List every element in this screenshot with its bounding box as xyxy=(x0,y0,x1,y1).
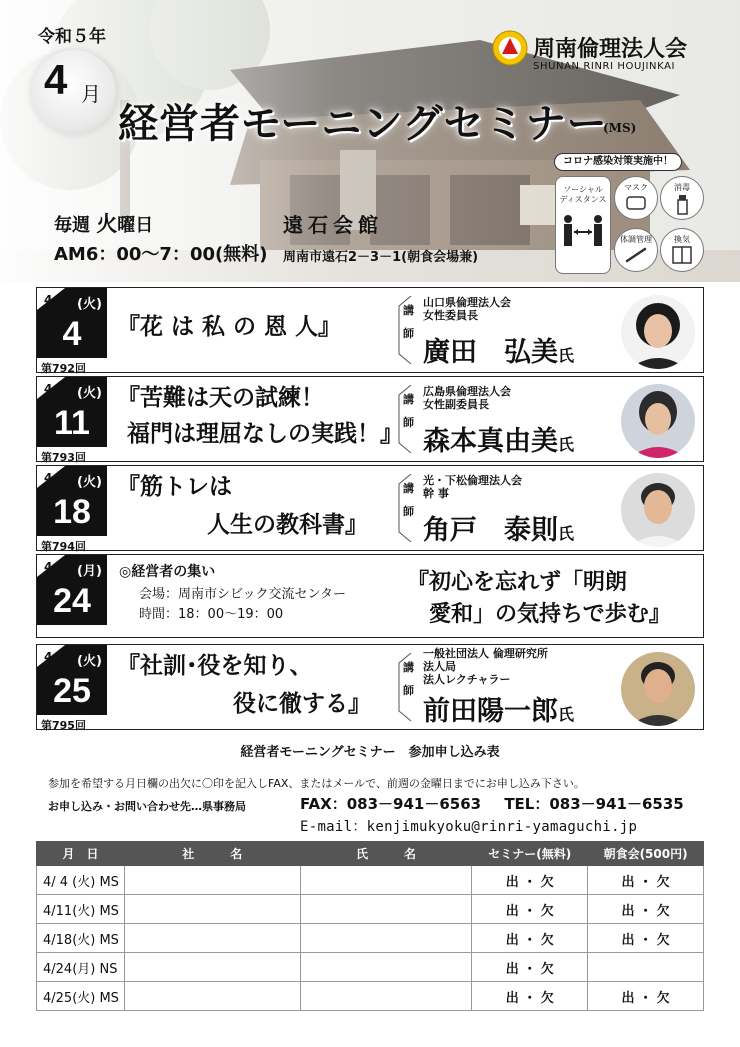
session-weekday: (火) xyxy=(77,386,102,401)
org-logo-icon xyxy=(492,30,528,66)
date-block xyxy=(37,466,107,536)
mask-item: マスク xyxy=(614,176,658,220)
col-date: 月 日 xyxy=(37,842,125,866)
col-company: 社 名 xyxy=(124,842,300,866)
date-block xyxy=(37,377,107,447)
session-day: 18 xyxy=(53,493,91,531)
name-cell[interactable] xyxy=(300,924,472,953)
seminar-attendance[interactable]: 出 ・ 欠 xyxy=(472,866,588,895)
session-weekday: (月) xyxy=(77,564,102,579)
table-header-row xyxy=(37,842,704,866)
company-cell[interactable] xyxy=(124,866,300,895)
talk-title-line-2: 福門は理屈なしの実践！』 xyxy=(127,420,403,447)
speaker-photo xyxy=(621,384,695,458)
seminar-attendance[interactable]: 出 ・ 欠 xyxy=(472,953,588,982)
title-suffix: (MS) xyxy=(603,121,637,135)
session-month: 4 xyxy=(44,560,53,574)
speaker-org: 光・下松倫理法人会 幹 事 xyxy=(423,474,522,500)
name-cell[interactable] xyxy=(300,982,472,1011)
lecturer-label: 講 師 xyxy=(403,482,414,518)
event-venue: 会場：周南市シビック交流センター xyxy=(139,587,346,602)
session-month: 4 xyxy=(44,650,53,664)
fax-number: FAX：083－941－6563 xyxy=(300,795,482,813)
venue-name: 遠石会館 xyxy=(283,213,383,237)
org-name: 周南倫理法人会 xyxy=(533,36,688,62)
session-count: 第793回 xyxy=(41,451,86,464)
speaker-org: 山口県倫理法人会 女性委員長 xyxy=(423,296,511,322)
name-cell[interactable] xyxy=(300,866,472,895)
application-table xyxy=(36,841,704,1011)
session-row xyxy=(36,287,704,373)
name-cell[interactable] xyxy=(300,895,472,924)
session-month: 4 xyxy=(44,293,53,307)
session-weekday: (火) xyxy=(77,475,102,490)
mask-icon xyxy=(621,193,651,213)
col-breakfast: 朝食会(500円) xyxy=(588,842,704,866)
speaker-photo xyxy=(621,652,695,726)
speaker-org: 広島県倫理法人会 女性副委員長 xyxy=(423,385,511,411)
session-count: 第792回 xyxy=(41,362,86,375)
breakfast-attendance[interactable]: 出 ・ 欠 xyxy=(588,895,704,924)
session-count: 第794回 xyxy=(41,540,86,553)
speaker-name: 前田陽一郎氏 xyxy=(423,696,575,727)
session-row xyxy=(36,644,704,730)
schedule-time: AM6：00～7：00(無料) xyxy=(54,244,268,265)
company-cell[interactable] xyxy=(124,924,300,953)
form-phones xyxy=(300,793,684,814)
disinfect-item: 消毒 xyxy=(660,176,704,220)
date-block xyxy=(37,555,107,625)
date-block xyxy=(37,288,107,358)
company-cell[interactable] xyxy=(124,895,300,924)
session-count: 第795回 xyxy=(41,719,86,732)
event-theme-line-1: 『初心を忘れず「明朗 xyxy=(407,569,628,595)
table-row xyxy=(37,895,704,924)
event-title: ◎経営者の集い xyxy=(119,564,216,580)
name-cell[interactable] xyxy=(300,953,472,982)
ventilation-item: 換気 xyxy=(660,228,704,272)
header-banner xyxy=(0,0,740,282)
event-time: 時間：18：00～19：00 xyxy=(139,607,284,622)
col-seminar: セミナー(無料) xyxy=(472,842,588,866)
lecturer-label: 講 師 xyxy=(403,304,414,340)
social-distance-icon xyxy=(556,205,610,261)
breakfast-attendance xyxy=(588,953,704,982)
talk-title-line-1: 『苦難は天の試練！ xyxy=(117,384,324,411)
col-name: 氏 名 xyxy=(300,842,472,866)
speaker-name: 森本真由美氏 xyxy=(423,426,575,457)
session-row xyxy=(36,465,704,551)
covid-badge: コロナ感染対策実施中！ xyxy=(554,153,682,171)
distance-label: ソーシャル ディスタンス xyxy=(559,185,607,204)
session-month: 4 xyxy=(44,382,53,396)
speaker-name: 廣田 弘美氏 xyxy=(423,337,575,368)
talk-title-line-2: 人生の教科書』 xyxy=(207,511,368,538)
session-month: 4 xyxy=(44,471,53,485)
session-day: 11 xyxy=(54,404,90,442)
table-row xyxy=(37,982,704,1011)
seminar-attendance[interactable]: 出 ・ 欠 xyxy=(472,924,588,953)
form-contact-label: お申し込み・お問い合わせ先…県事務局 xyxy=(48,800,246,813)
tel-number: TEL：083－941－6535 xyxy=(504,795,684,813)
org-name-roman: SHUNAN RINRI HOUJINKAI xyxy=(533,61,676,72)
table-row xyxy=(37,953,704,982)
session-weekday: (火) xyxy=(77,654,102,669)
seminar-attendance[interactable]: 出 ・ 欠 xyxy=(472,982,588,1011)
session-day: 24 xyxy=(53,582,91,620)
speaker-photo xyxy=(621,473,695,547)
thermometer-icon xyxy=(621,245,651,265)
lecturer-label: 講 師 xyxy=(403,661,414,697)
company-cell[interactable] xyxy=(124,953,300,982)
month-unit: 月 xyxy=(81,82,101,106)
window-icon xyxy=(667,245,697,265)
row-date: 4/ 4 (火) MS xyxy=(37,866,125,895)
form-instructions: 参加を希望する月日欄の出欠に〇印を記入しFAX、またはメールで、前週の金曜日までにお申し込み下さい。 xyxy=(48,777,585,790)
speaker-photo xyxy=(621,295,695,369)
social-distance-box xyxy=(555,176,611,274)
event-theme-line-2: 愛和」の気持ちで歩む』 xyxy=(429,601,671,627)
company-cell[interactable] xyxy=(124,982,300,1011)
spray-bottle-icon xyxy=(667,193,697,215)
session-row xyxy=(36,376,704,462)
speaker-org: 一般社団法人 倫理研究所 法人局 法人レクチャラー xyxy=(423,647,548,686)
speaker-name: 角戸 泰則氏 xyxy=(423,515,575,546)
month-number: 4 xyxy=(44,56,68,103)
form-email[interactable]: E-mail：kenjimukyoku@rinri-yamaguchi.jp xyxy=(300,819,638,835)
row-date: 4/18(火) MS xyxy=(37,924,125,953)
session-day: 4 xyxy=(62,315,82,353)
talk-title: 『花 は 私 の 恩 人』 xyxy=(117,313,342,340)
row-date: 4/24(月) NS xyxy=(37,953,125,982)
talk-title-line-1: 『筋トレは xyxy=(117,473,232,500)
session-weekday: (火) xyxy=(77,297,102,312)
health-item: 体調管理 xyxy=(614,228,658,272)
row-date: 4/11(火) MS xyxy=(37,895,125,924)
breakfast-attendance[interactable]: 出 ・ 欠 xyxy=(588,982,704,1011)
table-row xyxy=(37,866,704,895)
page-title: 経営者モーニングセミナー xyxy=(118,100,608,147)
form-title: 経営者モーニングセミナー 参加申し込み表 xyxy=(240,745,500,760)
lecturer-label: 講 師 xyxy=(403,393,414,429)
breakfast-attendance[interactable]: 出 ・ 欠 xyxy=(588,924,704,953)
breakfast-attendance[interactable]: 出 ・ 欠 xyxy=(588,866,704,895)
date-block xyxy=(37,645,107,715)
talk-title-line-1: 『社訓･役を知り、 xyxy=(117,652,313,679)
session-day: 25 xyxy=(53,672,91,710)
row-date: 4/25(火) MS xyxy=(37,982,125,1011)
era-year: 令和５年 xyxy=(38,27,106,47)
venue-address: 周南市遠石2－3－1(朝食会場兼) xyxy=(283,250,479,265)
seminar-attendance[interactable]: 出 ・ 欠 xyxy=(472,895,588,924)
session-row-ns xyxy=(36,554,704,638)
schedule-day: 毎週 火曜日 xyxy=(54,212,154,236)
talk-title-line-2: 役に徹する』 xyxy=(233,690,371,717)
table-row xyxy=(37,924,704,953)
